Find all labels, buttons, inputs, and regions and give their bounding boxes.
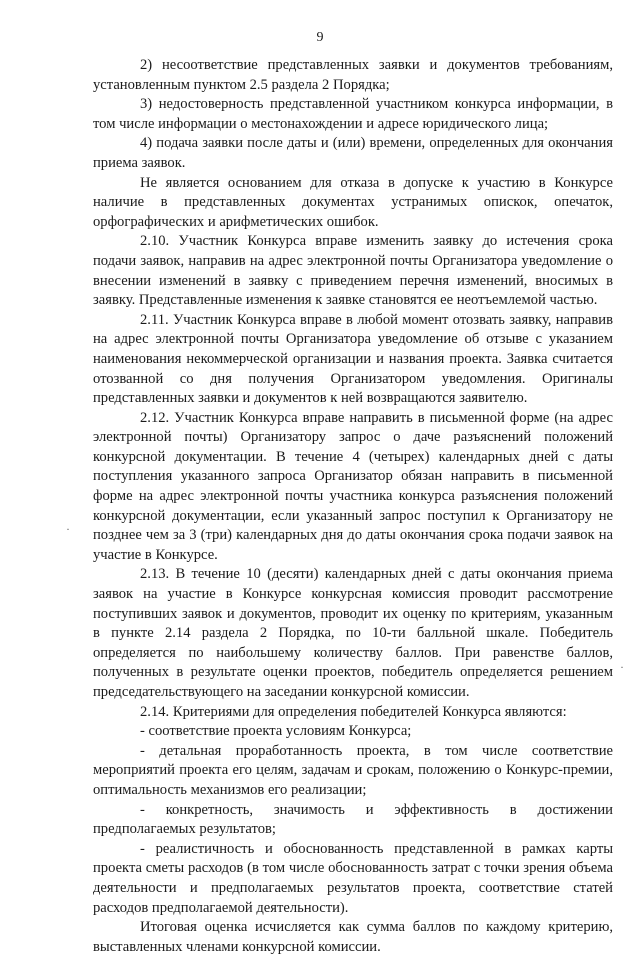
page-number: 9 <box>316 30 324 45</box>
paragraph: 4) подача заявки после даты и (или) времени, определенных для окончания приема заявок. <box>93 135 613 171</box>
paragraph: - реалистичность и обоснованность представленной в рамках карты проекта сметы расходов (в том числе обоснованность затрат с точки зрения объема деятельности и предполагаемых результатов проекта, соответствие статей расходов предполагаемой деятельности). <box>93 840 613 916</box>
paragraph: 2.12. Участник Конкурса вправе направить в письменной форме (на адрес электронной почты) Организатору запрос о даче разъяснений положений конкурсной документации. В течение 4 (четырех) календарных дней с даты поступления указанного запроса Организатор обязан направить в письменной форме на адрес электронной почты участника конкурса разъяснения положений конкурсной документации, если указанный запрос поступил к Организатору не позднее чем за 3 (три) календарных дня до даты окончания срока подачи заявок на участие в Конкурсе. <box>93 409 613 563</box>
paragraph: 2.11. Участник Конкурса вправе в любой момент отозвать заявку, направив на адрес электронной почты Организатора уведомление об отзыве с указанием наименования некоммерческой организации и названия проекта. Заявка считается отозванной со дня получения Организатором уведомления. Оригиналы представленных заявки и документов к ней возвращаются заявителю. <box>93 311 613 407</box>
paragraph: 2) несоответствие представленных заявки и документов требованиям, установленным пунктом 2.5 раздела 2 Порядка; <box>93 57 613 93</box>
document-body <box>93 56 613 957</box>
paragraph: Итоговая оценка исчисляется как сумма баллов по каждому критерию, выставленных членами конкурсной комиссии. <box>93 919 613 955</box>
paragraph: - детальная проработанность проекта, в том числе соответствие мероприятий проекта его целям, задачам и срокам, положению о Конкурс-премии, оптимальность механизмов его реализации; <box>93 742 613 798</box>
paragraph: 3) недостоверность представленной участником конкурса информации, в том числе информации о местонахождении и адресе юридического лица; <box>93 96 613 132</box>
paragraph: - соответствие проекта условиям Конкурса; <box>140 723 412 740</box>
paragraph: - конкретность, значимость и эффективность в достижении предполагаемых результатов; <box>93 801 613 838</box>
paragraph: 2.10. Участник Конкурса вправе изменить заявку до истечения срока подачи заявок, направив на адрес электронной почты Организатора уведомление о внесении изменений в заявку с приведением перечня изменений, вносимых в заявку. Представленные изменения к заявке становятся ее неотъемлемой частью. <box>93 233 613 309</box>
paragraph: 2.13. В течение 10 (десяти) календарных дней с даты окончания приема заявок на участие в Конкурсе конкурсная комиссия проводит рассмотрение поступивших заявок и документов, проводит их оценку по критериям, указанным в пункте 2.14 раздела 2 Порядка, по 10-ти балльной шкале. Победитель определяется по наибольшему количеству баллов. При равенстве баллов, полученных в результате оценки проектов, победитель определяется решением председательствующего на заседании конкурсной комиссии. <box>93 566 613 700</box>
scan-mark: · <box>66 522 70 536</box>
scan-mark: · <box>620 660 624 674</box>
paragraph: Не является основанием для отказа в допуске к участию в Конкурсе наличие в представленных документах устранимых опискок, опечаток, орфографических и арифметических ошибок. <box>93 174 613 230</box>
paragraph: 2.14. Критериями для определения победителей Конкурса являются: <box>140 703 567 720</box>
